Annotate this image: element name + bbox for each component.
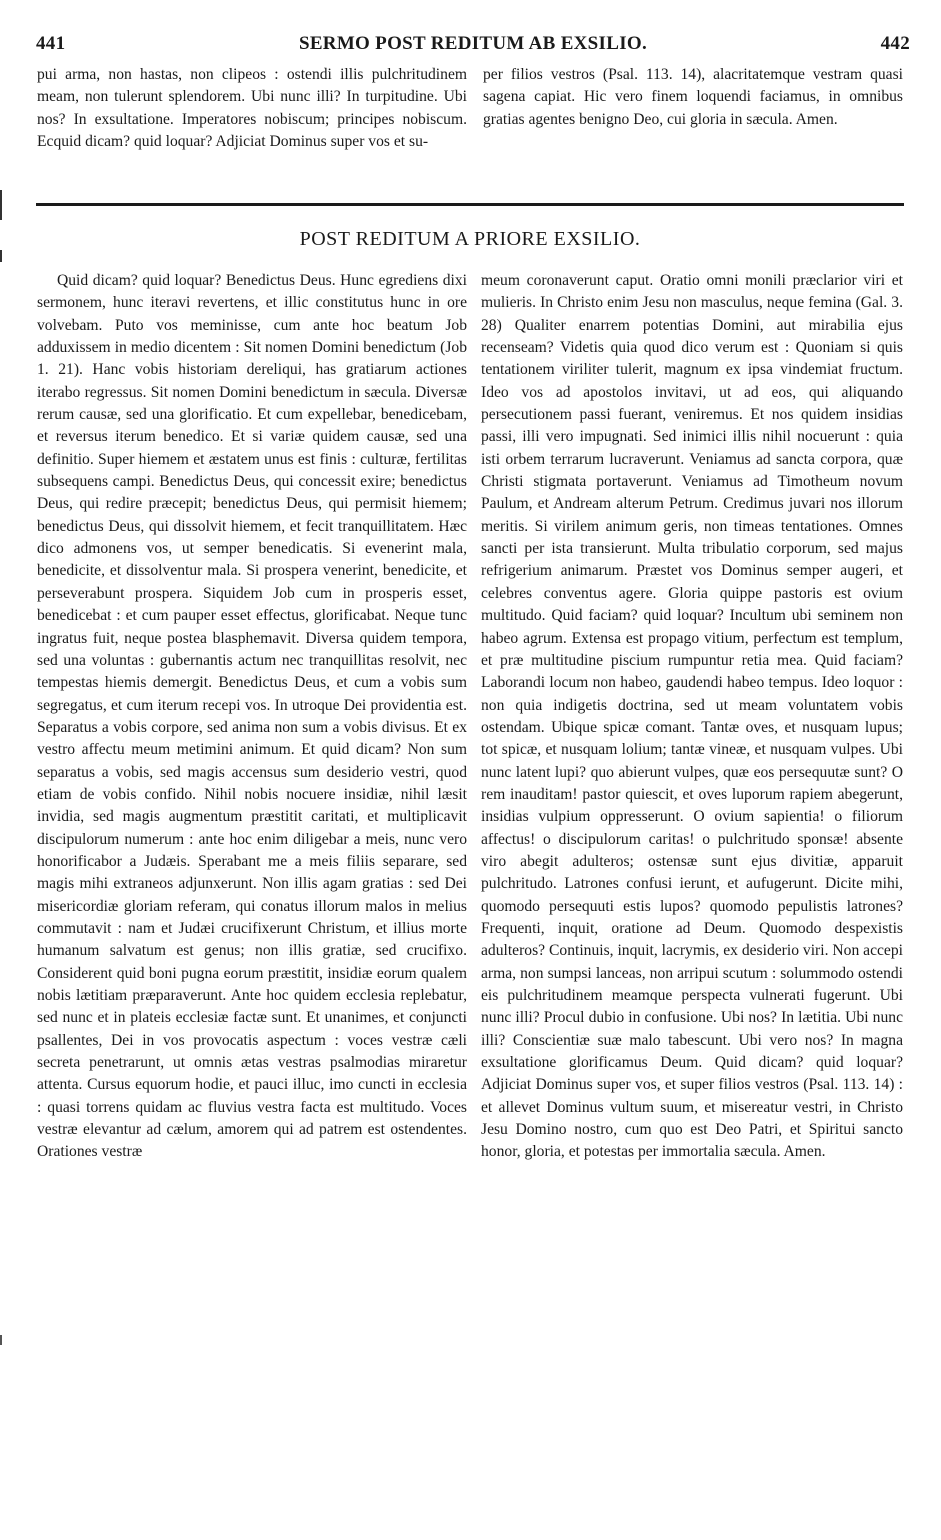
margin-mark [0, 190, 2, 220]
margin-mark [0, 1335, 2, 1345]
margin-mark [0, 250, 2, 262]
paragraph: Quid dicam? quid loquar? Benedictus Deus. Hunc egrediens dixi sermonem, hunc iteravi revertens, et illic constitutus hunc in ore volvebam. Puto vos meminisse, cum ante hoc beatum Job adduxissem in medio dicentem : Sit nomen Domini benedictum (Job 1. 21). Hanc vobis historiam dereliqui, has gratiarum actiones iterabo regressus. Sit nomen Domini benedictum in sæcula. Diversæ rerum causæ, sed una glorificatio. Et cum expellebar, benedicebam, et reversus iterum benedico. Et si variæ quidem causæ, sed una definitio. Super hiemem et æstatem unus est finis : culturæ, fertilitas subsequens campi. Benedictus Deus, qui concessit exire; benedictus Deus, qui redire præcepit; benedictus Deus, qui permisit hiemem; benedictus Deus, qui dissolvit hiemem, et fecit tranquillitatem. Hæc dico admonens vos, ut semper benedicatis. Si evenerint mala, benedicite, et dissolventur mala. Si prospera venerint, benedicite, et perseverabunt prospera. Siquidem Job cum in prosperis esset, benedicebat : et cum pauper esset effectus, glorificabat. Neque tunc ingratus fuit, neque postea blasphemavit. Diversa quidem tempora, sed una voluntas : gubernantis actum nec tranquillitas resolvit, nec tempestas hiemis demergit. Benedictus Deus, et cum a vobis sum segregatus, et cum iterum recepi vos. In utroque Dei providentia est. Separatus a vobis corpore, sed anima non sum a vobis divisus. Et ex vestro affectu meum metimini animum. Et quid dicam? Non sum separatus a vobis, sed magis accensus sum desiderio vestri, quod etiam de vobis confido. Nihil nobis nocuere insidiæ, nihil læsit invidia, sed magis augmentum præstitit caritati, et multiplicavit discipulorum numerum : ante hoc enim diligebar a meis, nunc vero honorificabor a Judæis. Sperabant me a meis filiis separare, sed magis mihi extraneos adjunxerunt. Non illis agam gratias : sed Dei misericordiæ gloriam referam, qui conatus illorum malos in melius commutavit : nam et Judæi crucifixerunt Christum, et illius morte humanum salvatum est genus; non illis gratiæ, sed crucifixo. Considerent quid boni pugna eorum præstitit, insidiæ eorum qualem nobis lætitiam præparaverunt. Ante hoc quidem ecclesia replebatur, sed nunc et in plateis ecclesiæ factæ sunt. Et unanimes, et conjuncti psallentes, Dei in vos provocatis aspectum : voces vestræ cæli secreta penetrarunt, ut omnis ætas vestras psalmodias miraretur attenta. Cursus equorum hodie, et pauci illuc, imo cuncti in ecclesia : quasi torrens quidam ac fluvius vestra facta est multitudo. Voces vestræ elevantur ad cælum, amorem qui ad patrem est ostendentes. Orationes vestræ [37, 272, 467, 1161]
paragraph: meum coronaverunt caput. Oratio omni monili præclarior viri et mulieris. In Christo enim Jesu non masculus, neque femina (Gal. 3. 28) Qualiter enarrem potentias Domini, aut mirabilia ejus recenseam? Videtis quia quod dico verum est : Quoniam si quis tentationem viriliter tulerit, magnum ex ipsa vindemiat fructum. Ideo vos ad apostolos invitavi, ut ad eos, qui aliquando persecutionem passi fuerant, veniremus. Et nos quidem insidias passi, illi vero impugnati. Sed inimici illis nihil nocuerunt : quia isti orbem terrarum lucraverunt. Veniamus ad sancta corpora, quæ Christi stigmata portaverunt. Veniamus ad Timotheum novum Paulum, et Andream alterum Petrum. Credimus juvari nos illorum meritis. Si virilem animum geris, non timeas tentationes. Omnes sancti per ista transierunt. Multa tribulatio corporum, sed majus refrigerium animarum. Præstet vos Dominus semper augeri, et celebres conventus agere. Gloria quippe pastoris est ovium multitudo. Quid faciam? quid loquar? Incultum ubi seminem non habeo agrum. Extensa est propago vitium, perfectum est templum, et præ multitudine piscium rumpuntur retia mea. Quid faciam? Laborandi locum non habeo, gaudendi habeo tempus. Ideo loquor : non quia indigetis doctrina, sed ut meam voluntatem vobis ostendam. Ubique spicæ comant. Tantæ oves, et nusquam lupus; tot spicæ, et nusquam lolium; tantæ vineæ, et nusquam vulpes. Ubi nunc latent lupi? quo abierunt vulpes, quæ eos persequutæ sunt? O rem inauditam! pastor quiescit, et oves luporum rapiem abegerunt, insidias vulpium oppresserunt. O ovium sapientia! o filiorum affectus! o discipulorum caritas! o pulchritudo sponsæ! absente viro abegit adulteros; ostensæ sunt ejus divitiæ, apparuit pulchritudo. Latrones confusi ierunt, et aufugerunt. Dicite mihi, quomodo persequuti estis lupos? quomodo pepulistis latrones? Frequenti, inquit, oratione ad Deum. Quomodo despexistis adulteros? Continuis, inquit, lacrymis, ex desiderio viri. Non accepi arma, non sumpsi lanceas, non arripui scutum : solummodo ostendi eis pulchritudinem meamque perspecta vulnerati fugerunt. Ubi nunc illi? Procul dubio in confusione. Ubi nos? In lætitia. Ubi nunc illi? Conscientiæ suæ malo tabescunt. Ubi vero nos? In magna exsultatione glorificamus Deum. Quid dicam? quid loquar? Adjiciat Dominus super vos, et super filios vestros (Psal. 113. 14) : et allevet Dominus vultum suum, et misereatur vestri, in Christo Jesu Domino nostro, cum quo est Deo Patri, et Spiritui sancto honor, gloria, et potestas per immortalia sæcula. Amen. [481, 272, 903, 1161]
sermon-right-column [481, 270, 903, 1164]
paragraph: pui arma, non hastas, non clipeos : ostendi illis pulchritudinem meam, non tulerunt splendorem. Ubi nunc illi? In turpitudine. Ubi nos? In exsultatione. Imperatores nobiscum; principes nobiscum. Ecquid dicam? quid loquar? Adjiciat Dominus super vos et su- [37, 66, 467, 151]
running-title: SERMO POST REDITUM AB EXSILIO. [298, 33, 648, 54]
running-head [36, 33, 910, 59]
previous-sermon-ending-left-column [37, 64, 467, 153]
page-number-right: 442 [880, 33, 910, 54]
section-title: POST REDITUM A PRIORE EXSILIO. [299, 228, 641, 250]
section-divider [36, 203, 904, 206]
previous-sermon-ending-right-column [483, 64, 903, 131]
sermon-left-column [37, 270, 467, 1164]
page-number-left: 441 [36, 33, 66, 54]
paragraph: per filios vestros (Psal. 113. 14), alacritatemque vestram quasi sagena capiat. Hic vero finem loquendi faciamus, in omnibus gratias agentes benigno Deo, cui gloria in sæcula. Amen. [483, 66, 903, 128]
